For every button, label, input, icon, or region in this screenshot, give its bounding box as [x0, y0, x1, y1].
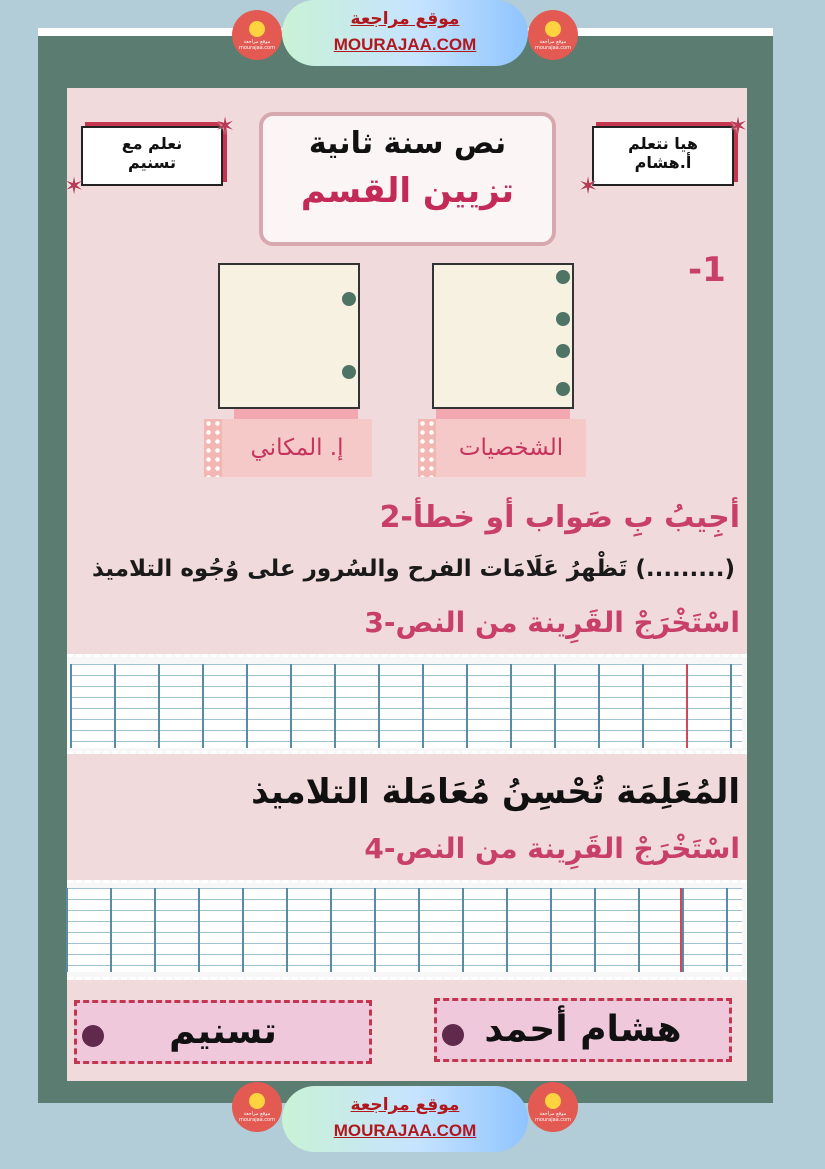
tab-perforation: [418, 419, 436, 477]
tab-perforation: [204, 419, 222, 477]
question-2-heading: 2-أجِيبُ بِ صَواب أو خطأ: [379, 500, 740, 535]
banner-latin[interactable]: MOURAJAA.COM: [333, 35, 477, 54]
site-banner-top[interactable]: [282, 0, 528, 66]
title-box: [259, 112, 556, 246]
site-logo-icon: موقع مراجعة mourajaa.com: [528, 10, 578, 60]
title-line1: نص سنة ثانية: [308, 126, 507, 161]
banner-arabic: موقع مراجعة: [350, 9, 460, 29]
bead-icon: [556, 270, 570, 284]
lined-grid-q3[interactable]: [70, 664, 742, 748]
tab-characters-label: الشخصيات: [436, 419, 586, 477]
bead-icon: [556, 382, 570, 396]
name-box-right: هشام أحمد: [434, 998, 732, 1062]
answer-box-characters[interactable]: [432, 263, 574, 409]
question-3-heading: 3-اسْتَخْرَجْ القَرِينة من النص: [364, 606, 740, 639]
bead-icon: [556, 344, 570, 358]
left-card-line1: نعلم مع: [121, 134, 183, 153]
tab-top-strip: [436, 409, 570, 419]
site-logo-icon: موقع مراجعة mourajaa.com: [232, 1082, 282, 1132]
margin-line: [686, 664, 688, 748]
bullet-icon: [82, 1025, 104, 1047]
lined-grid-q4[interactable]: [66, 888, 742, 972]
bead-icon: [342, 292, 356, 306]
title-line2: تزيين القسم: [300, 171, 515, 211]
name-box-left: تسنيم: [74, 1000, 372, 1064]
banner-latin[interactable]: MOURAJAA.COM: [333, 1121, 477, 1140]
star-icon: ✶: [64, 172, 85, 200]
star-icon: ✶: [728, 112, 749, 140]
question-4-heading: 4-اسْتَخْرَجْ القَرِينة من النص: [364, 832, 740, 865]
tab-top-strip: [234, 409, 358, 419]
answer-box-place[interactable]: [218, 263, 360, 409]
left-corner-card: [81, 126, 223, 186]
site-logo-icon: موقع مراجعة mourajaa.com: [232, 10, 282, 60]
left-card-line2: تسنيم: [128, 153, 176, 172]
example-sentence: المُعَلِمَة تُحْسِنُ مُعَامَلة التلاميذ: [251, 772, 740, 812]
star-icon: ✶: [215, 112, 236, 140]
bullet-icon: [442, 1024, 464, 1046]
right-corner-card: [592, 126, 734, 186]
question-2-sentence: تَظْهرُ عَلَامَات الفرح والسُرور على وُجُوه التلاميذ (.........): [92, 556, 735, 582]
margin-line: [680, 888, 682, 972]
bead-icon: [342, 365, 356, 379]
question-1-number: -1: [688, 250, 726, 290]
right-card-line1: هيا نتعلم: [628, 134, 698, 153]
star-icon: ✶: [578, 172, 599, 200]
site-banner-bottom[interactable]: [282, 1086, 528, 1152]
right-card-line2: أ.هشام: [634, 153, 692, 172]
tab-place-label: إ. المكاني: [222, 419, 372, 477]
site-logo-icon: موقع مراجعة mourajaa.com: [528, 1082, 578, 1132]
banner-arabic: موقع مراجعة: [350, 1095, 460, 1115]
bead-icon: [556, 312, 570, 326]
